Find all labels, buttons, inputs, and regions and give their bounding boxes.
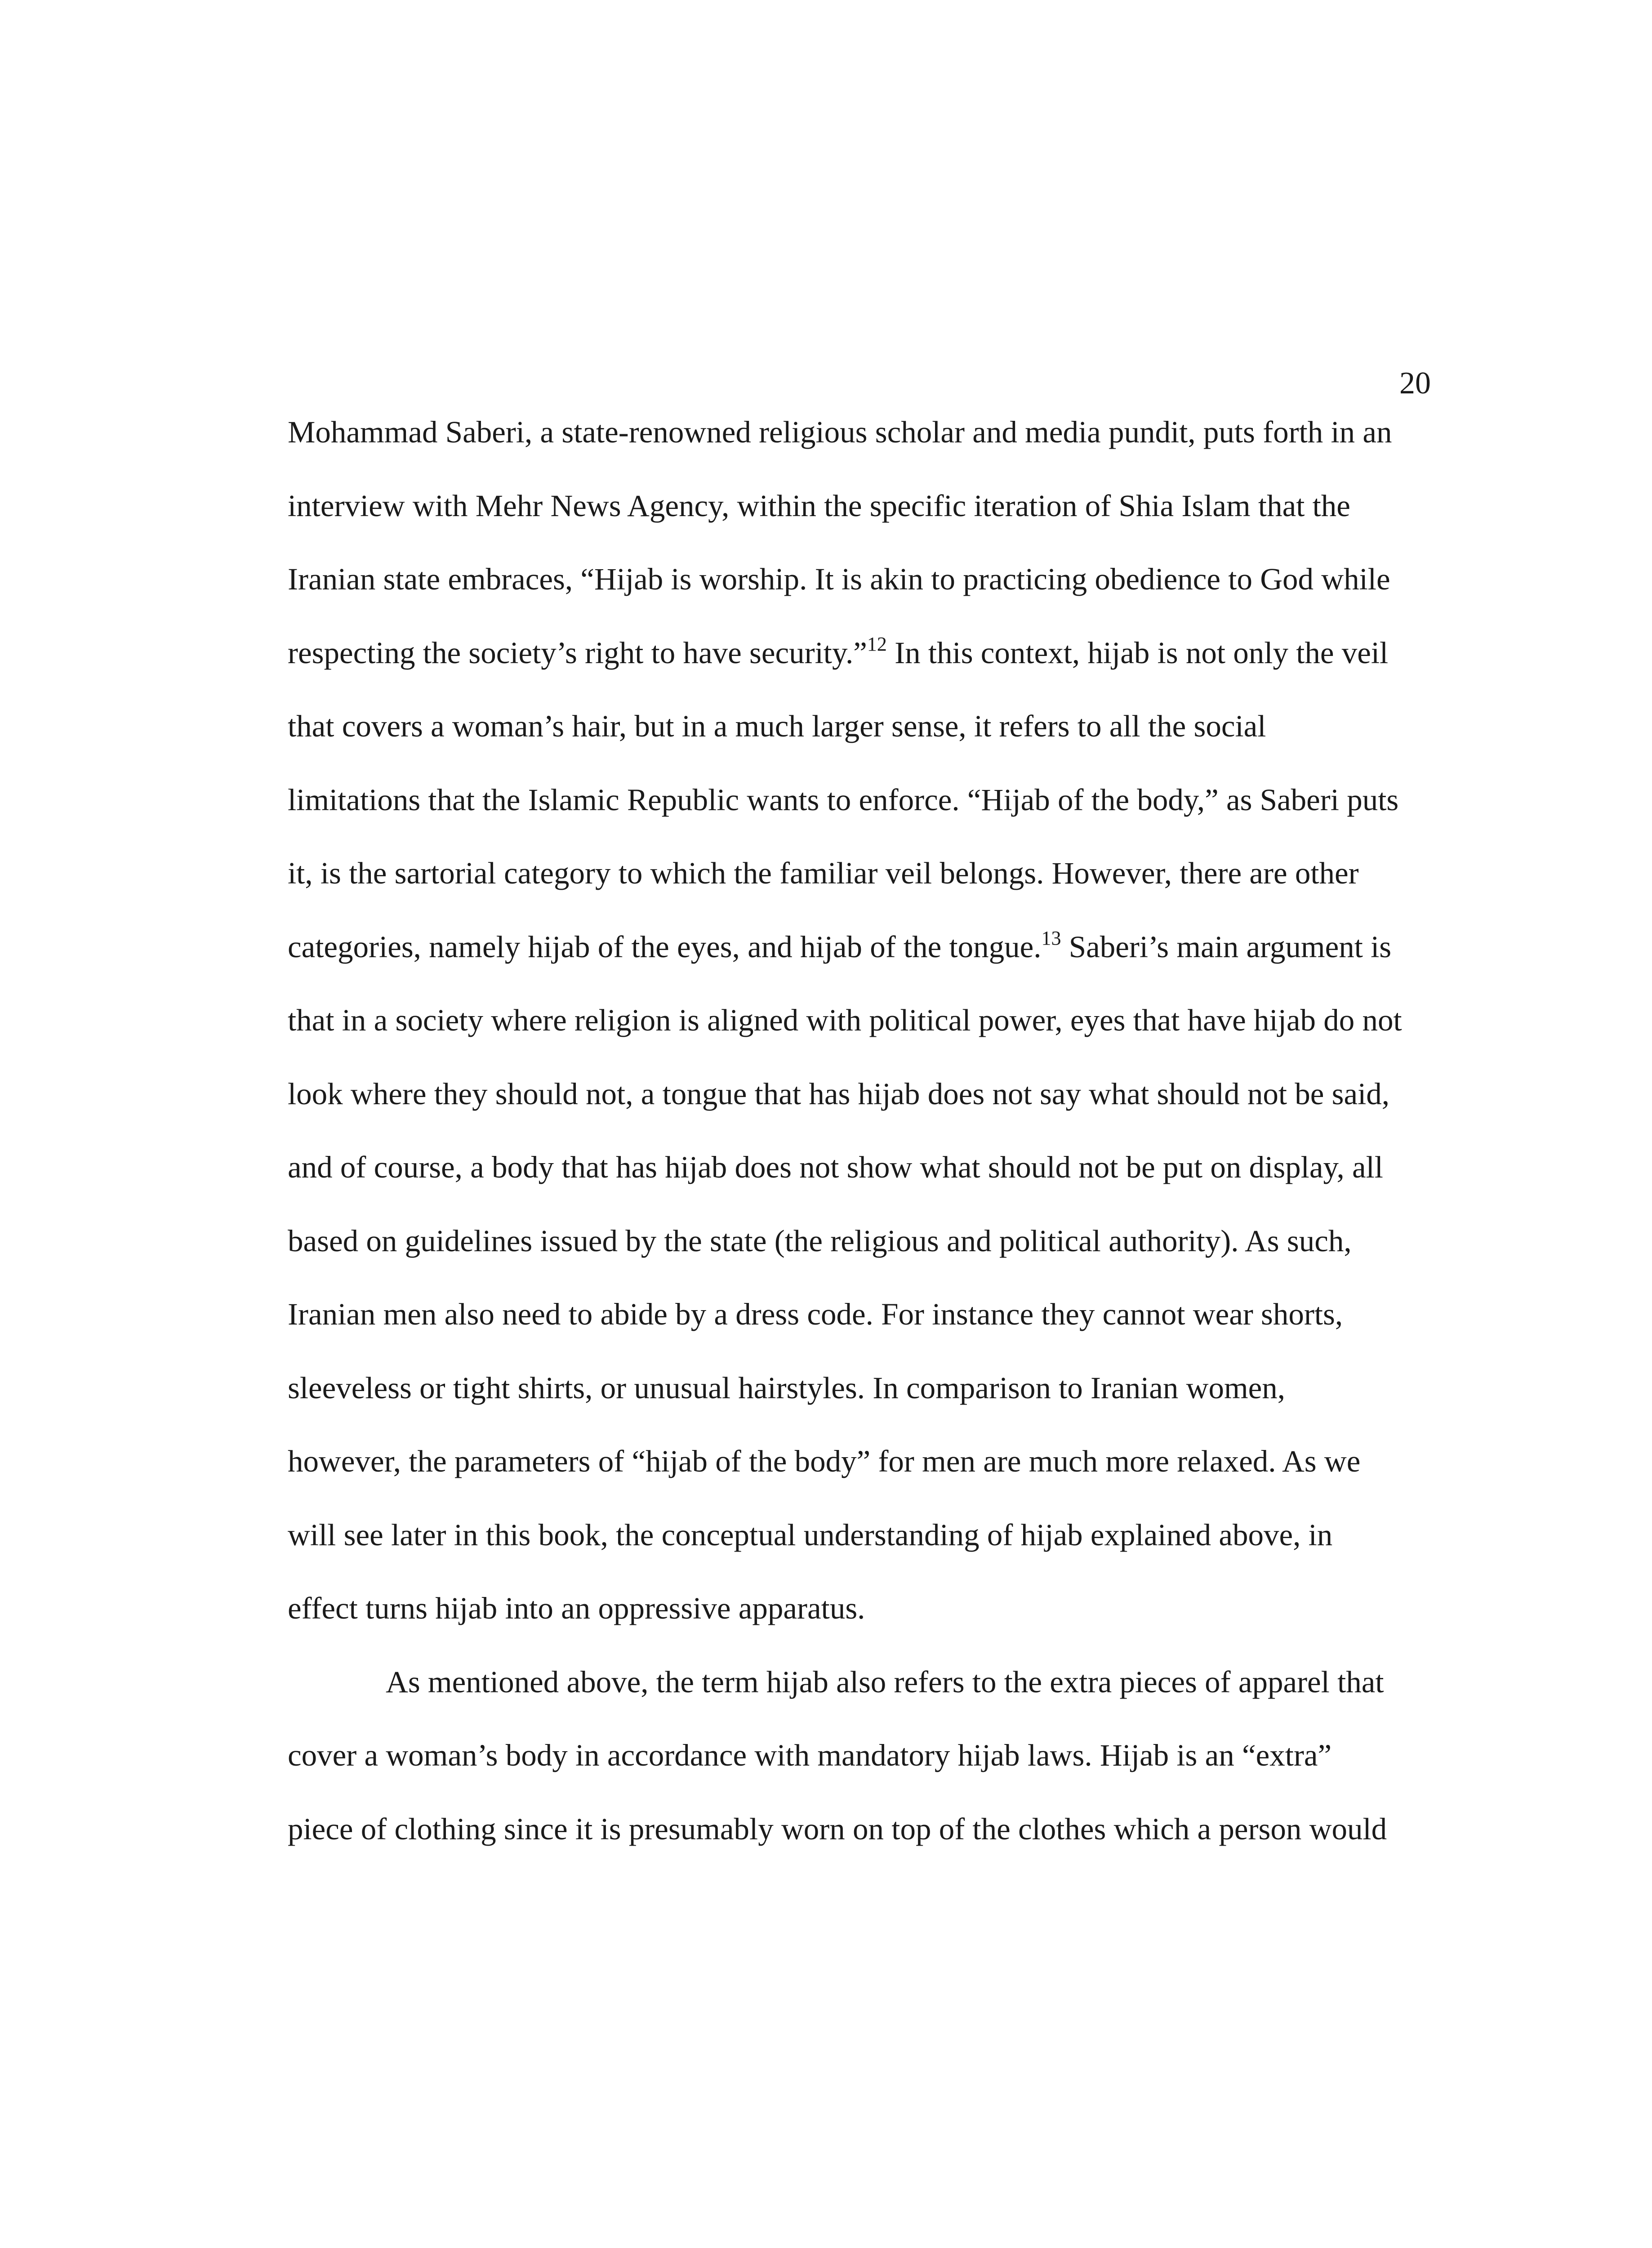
text-line: that covers a woman’s hair, but in a much larger sense, it refers to all the social	[288, 709, 1266, 743]
text-line: will see later in this book, the conceptual understanding of hijab explained above, in	[288, 1517, 1333, 1552]
text-segment: categories, namely hijab of the eyes, and hijab of the tongue.	[288, 929, 1042, 964]
paragraph-1	[288, 396, 1438, 1646]
text-line: based on guidelines issued by the state (the religious and political authority). As such,	[288, 1223, 1352, 1258]
text-line: As mentioned above, the term hijab also refers to the extra pieces of apparel that	[386, 1664, 1384, 1699]
text-line: effect turns hijab into an oppressive apparatus.	[288, 1591, 865, 1625]
text-segment: In this context, hijab is not only the veil	[886, 635, 1389, 670]
footnote-marker[interactable]: 12	[867, 633, 887, 655]
text-line: sleeveless or tight shirts, or unusual hairstyles. In comparison to Iranian women,	[288, 1370, 1286, 1405]
text-line: interview with Mehr News Agency, within the specific iteration of Shia Islam that the	[288, 488, 1350, 523]
text-line	[288, 616, 1438, 690]
body-text	[288, 396, 1438, 1866]
text-line	[288, 910, 1438, 984]
text-line: piece of clothing since it is presumably worn on top of the clothes which a person would	[288, 1811, 1387, 1846]
text-line: cover a woman’s body in accordance with mandatory hijab laws. Hijab is an “extra”	[288, 1738, 1332, 1772]
text-line: however, the parameters of “hijab of the body” for men are much more relaxed. As we	[288, 1444, 1361, 1478]
text-line: that in a society where religion is aligned with political power, eyes that have hijab do not	[288, 1003, 1402, 1037]
text-line: Mohammad Saberi, a state-renowned religious scholar and media pundit, puts forth in an	[288, 415, 1392, 449]
text-line: limitations that the Islamic Republic wants to enforce. “Hijab of the body,” as Saberi puts	[288, 782, 1399, 817]
text-segment: respecting the society’s right to have security.”	[288, 635, 867, 670]
page-number: 20	[1399, 366, 1431, 401]
text-line: look where they should not, a tongue that has hijab does not say what should not be said,	[288, 1076, 1390, 1111]
text-line: Iranian men also need to abide by a dress code. For instance they cannot wear shorts,	[288, 1297, 1343, 1331]
footnote-marker[interactable]: 13	[1041, 927, 1061, 949]
text-line: and of course, a body that has hijab does not show what should not be put on display, all	[288, 1150, 1383, 1184]
text-segment: Saberi’s main argument is	[1061, 929, 1392, 964]
text-line: Iranian state embraces, “Hijab is worship. It is akin to practicing obedience to God while	[288, 562, 1390, 596]
paragraph-2	[288, 1646, 1438, 1866]
text-line: it, is the sartorial category to which the familiar veil belongs. However, there are other	[288, 856, 1359, 890]
